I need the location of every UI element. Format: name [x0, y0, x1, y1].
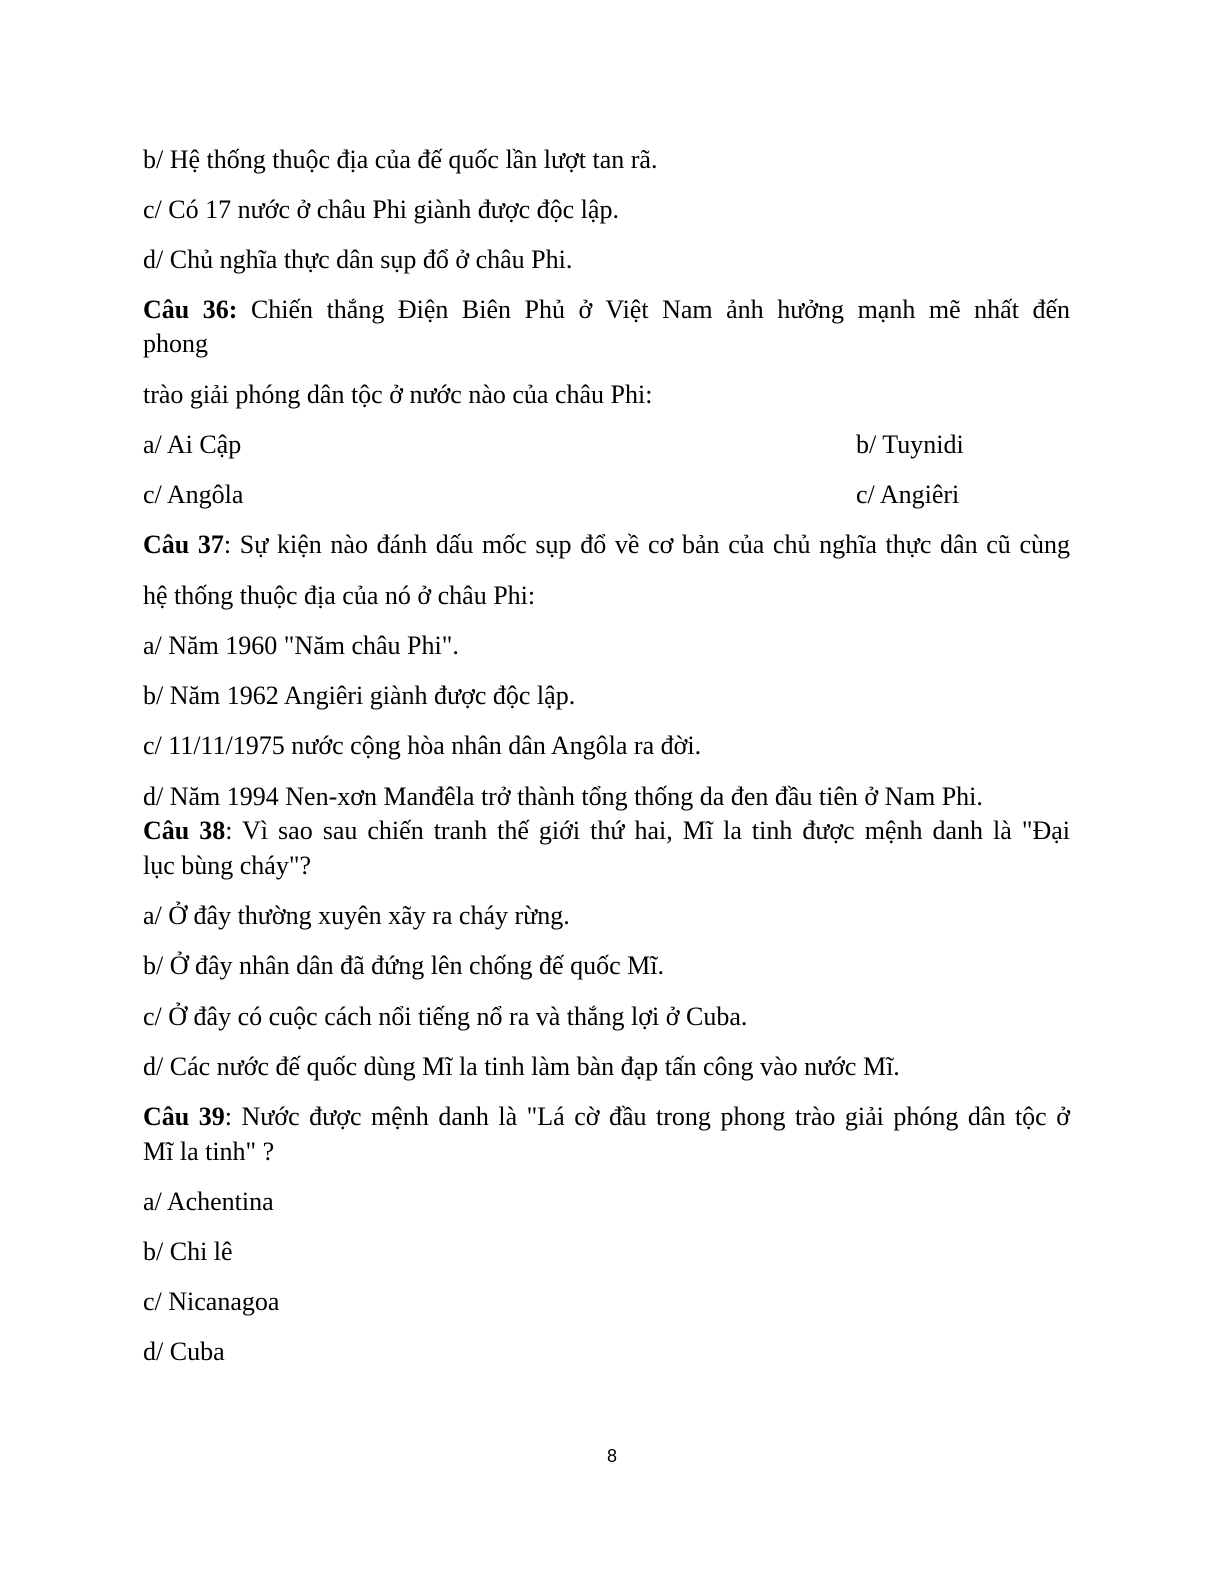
question-38-line-2: lục bùng cháy"?	[143, 851, 311, 880]
question-38-option-b: b/ Ở đây nhân dân đã đứng lên chống đế quốc Mĩ.	[143, 951, 664, 980]
question-38-label: Câu 38	[143, 816, 226, 845]
question-39-option-c: c/ Nicanagoa	[143, 1287, 280, 1316]
answer-c-previous: c/ Có 17 nước ở châu Phi giành được độc lập.	[143, 195, 619, 224]
question-37-option-a: a/ Năm 1960 "Năm châu Phi".	[143, 631, 459, 660]
question-37-text: : Sự kiện nào đánh dấu mốc sụp đổ về cơ bản của chủ nghĩa thực dân cũ cùng	[223, 530, 1070, 559]
question-38-line-1	[143, 814, 1070, 848]
answer-d-previous: d/ Chủ nghĩa thực dân sụp đổ ở châu Phi.	[143, 245, 573, 274]
question-36-line-1	[143, 293, 1070, 327]
question-36-label: Câu 36:	[143, 295, 238, 324]
question-39-label: Câu 39	[143, 1102, 225, 1131]
question-39-option-d: d/ Cuba	[143, 1337, 225, 1366]
question-36-line-2: phong	[143, 329, 208, 358]
question-39-option-a: a/ Achentina	[143, 1187, 274, 1216]
question-38-text: : Vì sao sau chiến tranh thế giới thứ hai, Mĩ la tinh được mệnh danh là "Đại	[225, 816, 1070, 845]
question-37-option-d: d/ Năm 1994 Nen-xơn Manđêla trở thành tổng thống da đen đầu tiên ở Nam Phi.	[143, 782, 983, 811]
question-39-text: : Nước được mệnh danh là "Lá cờ đầu trong phong trào giải phóng dân tộc ở	[224, 1102, 1070, 1131]
question-36-option-b: b/ Tuynidi	[856, 430, 964, 459]
question-36-text: Chiến thắng Điện Biên Phủ ở Việt Nam ảnh hưởng mạnh mẽ nhất đến	[237, 295, 1070, 324]
answer-b-previous: b/ Hệ thống thuộc địa của đế quốc lần lượt tan rã.	[143, 145, 658, 174]
question-39-option-b: b/ Chi lê	[143, 1237, 233, 1266]
question-38-option-c: c/ Ở đây có cuộc cách nổi tiếng nổ ra và thắng lợi ở Cuba.	[143, 1002, 748, 1031]
question-36-line-3: trào giải phóng dân tộc ở nước nào của châu Phi:	[143, 380, 653, 409]
question-36-option-c: c/ Angôla	[143, 480, 244, 509]
question-39-line-2: Mĩ la tinh" ?	[143, 1137, 275, 1166]
page-number: 8	[606, 1446, 617, 1466]
question-36-option-d: c/ Angiêri	[856, 480, 960, 509]
question-37-line-1	[143, 528, 1070, 562]
question-36-option-a: a/ Ai Cập	[143, 430, 242, 459]
question-37-option-b: b/ Năm 1962 Angiêri giành được độc lập.	[143, 681, 576, 710]
question-37-line-2: hệ thống thuộc địa của nó ở châu Phi:	[143, 581, 536, 610]
question-38-option-d: d/ Các nước đế quốc dùng Mĩ la tinh làm bàn đạp tấn công vào nước Mĩ.	[143, 1052, 900, 1081]
question-39-line-1	[143, 1100, 1070, 1134]
question-37-option-c: c/ 11/11/1975 nước cộng hòa nhân dân Angôla ra đời.	[143, 731, 702, 760]
question-37-label: Câu 37	[143, 530, 224, 559]
question-38-option-a: a/ Ở đây thường xuyên xãy ra cháy rừng.	[143, 901, 570, 930]
